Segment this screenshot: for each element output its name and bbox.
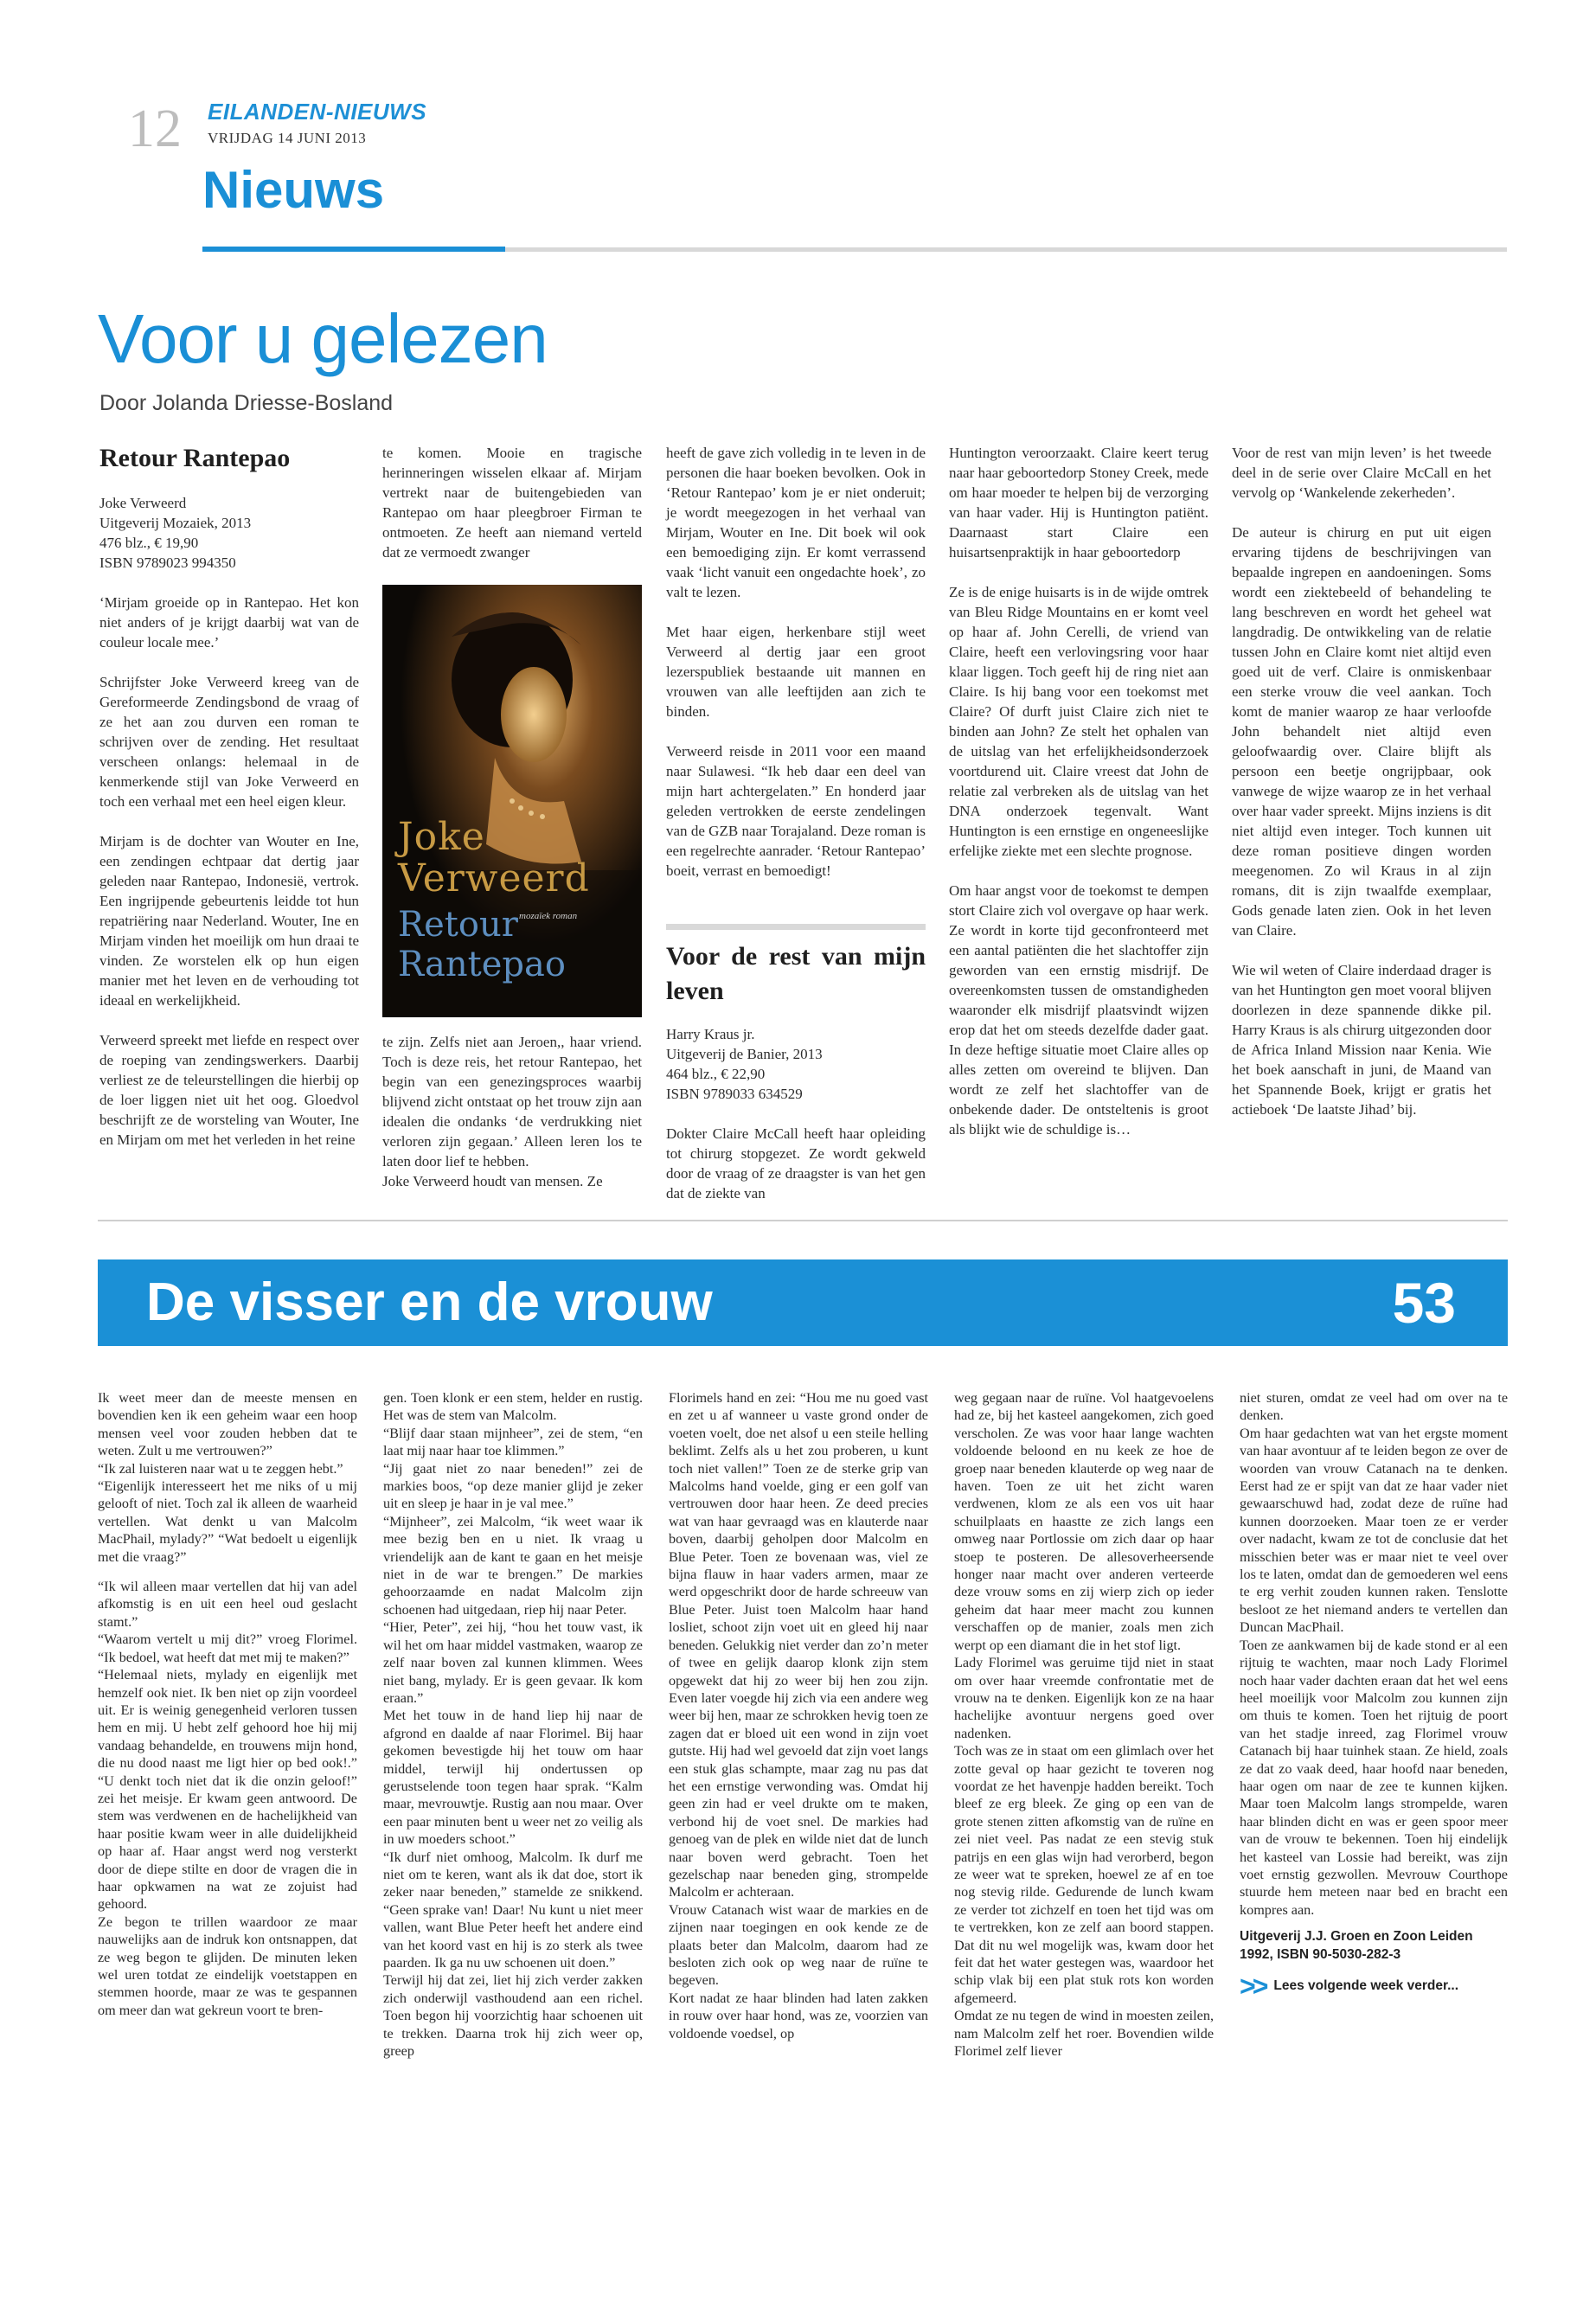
book2-author: Harry Kraus jr. (666, 1026, 755, 1042)
story-paragraph: “Ik zal luisteren naar wat u te zeggen hebt.” (98, 1460, 343, 1477)
book1-pages-price: 476 blz., € 19,90 (99, 535, 199, 551)
section-rule (505, 247, 1507, 252)
review-paragraph: Ze is de enige huisarts is in de wijde omtrek van Bleu Ridge Mountains en er komt veel op haar af. John Cerelli, de vriend van Claire, heeft een verlovingsring voor haar klaar liggen. Toch geeft hij de ring niet aan Claire. Is hij bang voor een toekomst met Claire? Of durft juist Claire zich niet te binden aan John? Ze stelt het ophalen van de uitslag van het erfelijkheidsonderzoek voortdurend uit. Claire vreest dat John de relatie zal verbreken als de uitslag van het DNA onderzoek tegenvalt. Want Huntington is een ernstige en ongeneeslijke erfelijke ziekte met een slechte prognose. (949, 584, 1208, 859)
story-column-5 (1240, 1389, 1508, 2003)
section-rule-accent (202, 247, 505, 252)
story-paragraph: Kort nadat ze haar blinden had laten zakken in rouw over haar hond, was ze, voorzien van voldoende voedsel, op (669, 1990, 928, 2041)
story-paragraph: “Ik durf niet omhoog, Malcolm. Ik durf me niet om te keren, want als ik dat doe, stort ik zeker naar beneden,” stamelde ze snikkend. “Geen sprake van! Daar! Nu kunt u niet meer vallen, want Blue Peter heeft het andere eind van het koord vast en hij is zo sterk als twee paarden. Ik ga nu uw schoenen uit doen.” (383, 1849, 643, 1971)
review-column-5 (1232, 443, 1491, 1119)
review-paragraph: Voor de rest van mijn leven’ is het tweede deel in de serie over Claire McCall en het vervolg op ‘Wankelende zekerheden’. (1232, 445, 1491, 501)
book1-publisher: Uitgeverij Mozaiek, 2013 (99, 515, 252, 531)
story-title: De visser en de vrouw (146, 1272, 713, 1332)
story-column-2 (383, 1389, 643, 2060)
book-cover-image (382, 585, 642, 1017)
story-paragraph: Toch was ze in staat om een glimlach over het zotte geval op haar gezicht te toveren nog voordat ze het havenpje hadden bereikt. Toch bleef ze erg bleek. Ze ging op een van de grote stenen zitten afkomstig van de ruïne en zei niet veel. Pas nadat ze een stevig stuk patrijs en een glas wijn had verorberd, begon ze weer wat te spreken, hoewel ze af en toe nog stevig rilde. Gedurende de lunch kwam ze verder tot zichzelf en toen het tijd was om te vertrekken, kon ze zelf aan boord stappen. Dat dit nu wel mogelijk was, kwam door het feit dat het water gestegen was, waardoor het schip vlak bij een plat stuk rots kon worden afgemeerd. (954, 1743, 1214, 2006)
review-paragraph: Huntington veroorzaakt. Claire keert terug naar haar geboortedorp Stoney Creek, mede om haar moeder te helpen bij de verzorging van haar vader. Hij is Huntington patiënt. Daarnaast start Claire een huisartsenpraktijk in haar geboortedorp (949, 445, 1208, 561)
review-paragraph: Dokter Claire McCall heeft haar opleiding tot chirurg stopgezet. Ze wordt gekweld door de vraag of ze draagster is van het gen dat de ziekte van (666, 1125, 926, 1202)
review-paragraph: Joke Verweerd houdt van mensen. Ze (382, 1173, 603, 1189)
story-paragraph: Omdat ze nu tegen de wind in moesten zeilen, nam Malcolm zelf het roer. Bovendien wilde Florimel zelf liever (954, 2008, 1214, 2060)
book2-pages-price: 464 blz., € 22,90 (666, 1066, 766, 1082)
review-paragraph: De auteur is chirurg en put uit eigen ervaring tijdens de beschrijvingen van bepaalde ingrepen en aandoeningen. Soms wordt een ziektebeeld of behandeling te lang beschreven en wordt het geheel wat langdradig. De ontwikkeling van de relatie tussen John en Claire komt niet altijd even goed uit de verf. Claire is onmiskenbaar een sterke vrouw die veel aankan. Toch komt de manier waarop ze haar verloofde John behandelt niet altijd even geloofwaardig over. Claire blijft als persoon een beetje ongrijpbaar, ook vanwege de wijze waarop ze in het verhaal over haar vader spreekt. Mijns inziens is dit niet altijd even integer. Toch kunnen uit deze roman positieve dingen worden meegenomen. Zo wil Kraus in al zijn romans, dit is zijn twaalfde exemplaar, Gods genade laten zien. Ook in het leven van Claire. (1232, 524, 1491, 939)
story-paragraph: niet sturen, omdat ze veel had om over na te denken. (1240, 1390, 1508, 1424)
section-title: Nieuws (202, 161, 385, 219)
story-publisher-credit (1240, 1927, 1508, 1964)
story-column-1 (98, 1389, 357, 2019)
review-paragraph: te zijn. Zelfs niet aan Jeroen,, haar vriend. Toch is deze reis, het retour Rantepao, het begin van een genezingsproces waarbij blijvend zicht ontstaat op het trouw zijn aan idealen die ondanks ‘de verdrukking niet verloren zijn gegaan.’ Alleen leren los te laten door lief te hebben. (382, 1034, 642, 1170)
book2-meta (666, 1024, 926, 1104)
review-paragraph: Wie wil weten of Claire inderdaad drager is van het Huntington gen moet vooral blijven doorlezen in deze spannende dikke pil. Harry Kraus is als chirurg uitgezonden door de Africa Inland Mission naar Kenia. Wie het boek aanschaft in juni, de Maand van het Spannende Boek, krijgt er gratis het actieboek ‘De laatste Jihad’ bij. (1232, 962, 1491, 1118)
cover-title-line: Rantepao (398, 945, 566, 984)
review-paragraph: Mirjam is de dochter van Wouter en Ine, een zendingen echtpaar dat dertig jaar geleden naar Rantepao, Indonesië, vertrok. Een ingrijpende gebeurtenis leidde tot hun repatriëring naar Nederland. Wouter, Ine en Mirjam vinden het moeilijk om hun draai te vinden. Ze worstelen elk op hun eigen manier met het leven en de verhouding tot ideaal en werkelijkheid. (99, 833, 359, 1009)
story-paragraph: “Jij gaat niet zo naar beneden!” zei de markies boos, “op deze manier glijd je zeker uit en sleep je haar in je val mee.” (383, 1460, 643, 1512)
book1-heading: Retour Rantepao (99, 444, 291, 472)
review-bottom-rule (98, 1220, 1508, 1221)
review-column-2 (382, 443, 642, 562)
review-column-3-second-book (666, 939, 926, 1203)
review-paragraph: Schrijfster Joke Verweerd kreeg van de Gereformeerde Zendingsbond de vraag of ze het aan zou durven een roman te schrijven over de zending. Het resultaat verscheen onlangs: helemaal in de kenmerkende stijl van Joke Verweerd en toch een verhaal met een heel eigen kleur. (99, 674, 359, 810)
story-paragraph: Ik weet meer dan de meeste mensen en bovendien ken ik een geheim waar een hoop mensen veel voor zouden hebben dat te weten. Zult u me vertrouwen?” (98, 1390, 357, 1459)
review-headline: Voor u gelezen (98, 300, 548, 377)
story-paragraph: “Blijf daar staan mijnheer”, zei de stem, “en laat mij naar haar toe klimmen.” (383, 1425, 643, 1459)
review-paragraph: ‘Mirjam groeide op in Rantepao. Het kon niet anders of je krijgt daarbij wat van de couleur locale mee.’ (99, 594, 359, 651)
review-paragraph: Verweerd spreekt met liefde en respect over de roeping van zendingswerkers. Daarbij verliest ze de teleurstellingen die hierbij op de loer liggen niet uit het oog. Gloedvol beschrijft ze de worsteling van Wouter, Ine en Mirjam om met het verleden in het reine (99, 1032, 359, 1148)
story-paragraph: gen. Toen klonk er een stem, helder en rustig. Het was de stem van Malcolm. (383, 1390, 643, 1424)
cover-title-line: Retour (398, 905, 518, 945)
review-paragraph: Om haar angst voor de toekomst te dempen stort Claire zich vol overgave op haar werk. Ze wordt in korte tijd geconfronteerd met een aantal patiënten die het slachtoffer zijn geworden van een ernstig misdrijf. De overeenkomsten tussen de omstandigheden waaronder elk misdrijf plaatsvindt wijzen erop dat het om steeds dezelfde dader gaat. In deze heftige situatie moet Claire alles op alles zetten om overeind te blijven. Dan wordt ze zelf het slachtoffer van de onbekende dader. De ontsteltenis is groot als blijkt wie de schuldige is… (949, 882, 1208, 1138)
story-column-4 (954, 1389, 1214, 2060)
story-paragraph: Toen ze aankwamen bij de kade stond er al een rijtuig te wachten, maar noch Lady Florimel noch haar vader dachten eraan dat het wel eens heel moeilijk voor Malcolm zou kunnen zijn om thuis te komen. Toen het rijtuig de poort van het stadje inreed, zag Florimel vrouw Catanach bij haar tuinhek staan. Ze hield, zoals ze dat zo vaak deed, haar hoofd naar beneden, haar ogen om naar de zee te kunnen kijken. Maar toen Malcolm langs strompelde, waren haar blinden dicht en was er geen spoor meer van de vrouw te bekennen. Toen hij eindelijk het kasteel van Lossie had bereikt, was zijn voet ernstig gezwollen. Mevrouw Courthope stuurde hem meteen naar bed en bracht een kompres aan. (1240, 1637, 1508, 1918)
book2-publisher: Uitgeverij de Banier, 2013 (666, 1046, 823, 1062)
review-paragraph: Met haar eigen, herkenbare stijl weet Verweerd al dertig jaar een groot lezerspubliek bestaande uit mannen en vrouwen van alle leeftijden aan zich te binden. (666, 624, 926, 720)
story-paragraph: Lady Florimel was geruime tijd niet in staat om over haar vreemde confrontatie met de vrouw na te denken. Eigenlijk kon ze na haar hachelijke avontuur nergens goed over nadenken. (954, 1655, 1214, 1741)
review-column-4 (949, 443, 1208, 1139)
book2-heading: Voor de rest van mijn leven (666, 942, 926, 1005)
issue-date: VRIJDAG 14 JUNI 2013 (208, 130, 367, 146)
story-paragraph: Vrouw Catanach wist waar de markies en de zijnen naar toegingen en ook kende ze de plaats beter dan Malcolm, daarom had ze besloten zich ook op weg naar de ruïne te begeven. (669, 1901, 928, 1989)
story-banner (98, 1259, 1508, 1346)
review-paragraph: Verweerd reisde in 2011 voor een maand naar Sulawesi. “Ik heb daar een deel van mijn hart achtergelaten.” En honderd jaar geleden vertrokken de eerste zendelingen van de GZB naar Torajaland. Deze roman is een regelrechte aanrader. ‘Retour Rantepao’ boeit, verrast en bemoedigt! (666, 743, 926, 879)
continued-text: Lees volgende week verder... (1273, 1977, 1459, 1993)
review-column-3 (666, 443, 926, 881)
story-column-3 (669, 1389, 928, 2042)
review-column-2-continued (382, 1032, 642, 1191)
review-byline: Door Jolanda Driesse-Bosland (99, 391, 394, 415)
cover-publisher: mozaïek roman (519, 911, 578, 921)
review-paragraph: te komen. Mooie en tragische herinneringen wisselen elkaar af. Mirjam vertrekt naar de buitengebieden van Rantepao om haar pleegbroer Firman te ontmoeten. Ze heeft aan niemand verteld dat ze vermoedt zwanger (382, 445, 642, 561)
review-column-1 (99, 441, 359, 1150)
story-paragraph: Terwijl hij dat zei, liet hij zich verder zakken zich onderwijl vasthoudend aan een richel. Toen begon hij voorzichtig haar schoenen uit te trekken. Daarna trok hij zich weer op, greep (383, 1972, 643, 2060)
story-paragraph: weg gegaan naar de ruïne. Vol haatgevoelens had ze, bij het kasteel aangekomen, zich goed verscholen. Ze was voor haar lange wachten voldoende beloond en nu keek ze hoe de groep naar beneden klauterde op weg naar de haven. Toen ze uit het zicht waren verdwenen, klom ze als een vos uit haar schuilplaats en haastte ze zich langs een omweg naar Portlossie om zich daar op haar stoep te posteren. De allesoverheersende honger naar macht over anderen verteerde deze vrouw soms en zij wierp zich op ieder geheim dat haar meer macht zou kunnen verschaffen op de manier, zoals men zich werpt op een diamant die in het stof ligt. (954, 1390, 1214, 1653)
story-paragraph: “Mijnheer”, zei Malcolm, “ik weet waar ik mee bezig ben en u niet. Ik vraag u vriendelijk aan de kant te gaan en het meisje niet in de war te brengen.” De markies gehoorzaamde en nadat Malcolm zijn schoenen had uitgedaan, riep hij naar Peter. (383, 1513, 643, 1618)
story-paragraph: “Hier, Peter”, zei hij, “hou het touw vast, ik wil het om haar middel vastmaken, waarop ze zelf naar boven zal kunnen klimmen. Wees niet bang, mylady. Er is geen gevaar. Ik kom eraan.” (383, 1619, 643, 1706)
page-number: 12 (128, 99, 182, 158)
book1-meta (99, 493, 359, 573)
double-chevron-right-icon: >> (1240, 1971, 1266, 2003)
story-paragraph: Florimels hand en zei: “Hou me nu goed vast en zet u af wanneer u vaste grond onder de voeten voelt, doe net alsof u een steile helling beklimt. Zelfs als u het zou proberen, u kunt toch niet vallen!” Toen ze de sterke grip van Malcolms hand voelde, ging er een golf van vertrouwen door haar heen. Ze deed precies wat van haar gevraagd was en klauterde naar boven, daarbij geholpen door Malcolm en Blue Peter. Toen ze bovenaan was, viel ze bijna flauw in haar vaders armen, maar ze werd opgeschrikt door de harde schreeuw van Blue Peter. Juist toen Malcolm haar hand losliet, schoot zijn voet uit en gleed hij naar beneden. Gelukkig niet verder dan zo’n meter of twee en gelijk daarop klonk zijn stem opgewekt dat hij zo weer bij hen zou zijn. Even later voegde hij zich via een andere weg weer bij hen, maar ze schrokken hevig toen ze zagen dat er bloed uit een wond in zijn voet gutste. Hij had wel gevoeld dat zijn voet langs een stuk glas schampte, maar zag nu pas dat het een ernstige verwonding was. Omdat hij geen zin had er veel drukte om te maken, verbond hij de voet snel. De markies had genoeg van de plek en wilde niet dat de lunch naar boven werd gebracht. Toen het gezelschap naar beneden ging, strompelde Malcolm er achteraan. (669, 1390, 928, 1900)
book1-isbn: ISBN 9789023 994350 (99, 554, 236, 571)
story-paragraph: Om haar gedachten wat van het ergste moment van haar avontuur af te leiden begon ze over de woorden van vrouw Catanach na te denken. Eerst had ze er spijt van dat ze haar vader niet gewaarschuwd had, zodat deze de ruïne had kunnen doorzoeken. Maar toen ze er verder over nadacht, kwam ze tot de conclusie dat het misschien beter was er maar niet te veel over los te laten, omdat dan de gemoederen wel eens te erg verhit zouden kunnen raken. Tenslotte besloot ze het niemand anders te vertellen dan Duncan MacPhail. (1240, 1425, 1508, 1636)
newspaper-logo: EILANDEN-NIEUWS (208, 99, 427, 125)
book1-author: Joke Verweerd (99, 495, 187, 511)
story-paragraph: “Ik wil alleen maar vertellen dat hij van adel afkomstig is en uit een heel oud geslacht stamt.” (98, 1579, 357, 1630)
review-paragraph: heeft de gave zich volledig in te leven in de personen die haar boeken bevolken. Ook in ‘Retour Rantepao’ kom je er niet onderuit; je wordt meegezogen in het verhaal van Mirjam, Wouter en Ine. Dit boek wil ook een bemoediging zijn. Er komt verrassend vaak ‘licht vanuit een ongedachte hoek’, zo valt te lezen. (666, 445, 926, 600)
story-paragraph: “Waarom vertelt u mij dit?” vroeg Florimel. “Ik bedoel, wat heeft dat met mij te maken?” (98, 1631, 357, 1665)
continued-next-week (1240, 1971, 1508, 2003)
story-paragraph: “Helemaal niets, mylady en eigenlijk met hemzelf ook niet. Ik ben niet op zijn voordeel uit. Er is weinig genegenheid verloren tussen hem en mij. U hebt zelf gehoord hoe hij mij vandaag behandelde, en trouwens mijn hond, die nu dood naast me ligt hier op bed ook!.” “U denkt toch niet dat ik die onzin geloof!” zei het meisje. Er kwam geen antwoord. De stem was verdwenen en de hachelijkheid van haar positie kwam weer in alle duidelijkheid op haar af. Haar angst werd nog versterkt door de diepe stilte en door de vragen die in haar opkwamen na wat ze zojuist had gehoord. (98, 1667, 357, 1913)
story-paragraph: “Eigenlijk interesseert het me niks of u mij gelooft of niet. Toch zal ik alleen de waarheid vertellen. Wat denkt u van Malcolm MacPhail, mylady?” “Wat bedoelt u eigenlijk met die vraag?” (98, 1478, 357, 1565)
story-paragraph: Ze begon te trillen waardoor ze maar nauwelijks aan de indruk kon ontsnappen, dat ze weg begon te glijden. De minuten leken wel uren totdat ze eindelijk voetstappen en stemmen hoorde, maar ze was te gespannen om meer dan wat gekreun voort te bren- (98, 1913, 357, 2018)
story-episode-number: 53 (1392, 1271, 1456, 1335)
story-paragraph: Met het touw in de hand liep hij naar de afgrond en daalde af naar Florimel. Bij haar gekomen bevestigde hij het touw om haar middel, terwijl hij ondertussen op gerustselende toon tegen haar sprak. “Kalm maar, mevrouwtje. Rustig aan nou maar. Over een paar minuten bent u weer net zo veilig als in uw moeders schoot.” (383, 1708, 643, 1848)
book2-isbn: ISBN 9789033 634529 (666, 1086, 803, 1102)
review-divider (666, 924, 926, 930)
story-publisher-line: 1992, ISBN 90-5030-282-3 (1240, 1947, 1401, 1963)
cover-author: Joke Verweerd (398, 815, 590, 901)
story-publisher-line: Uitgeverij J.J. Groen en Zoon Leiden (1240, 1929, 1473, 1945)
